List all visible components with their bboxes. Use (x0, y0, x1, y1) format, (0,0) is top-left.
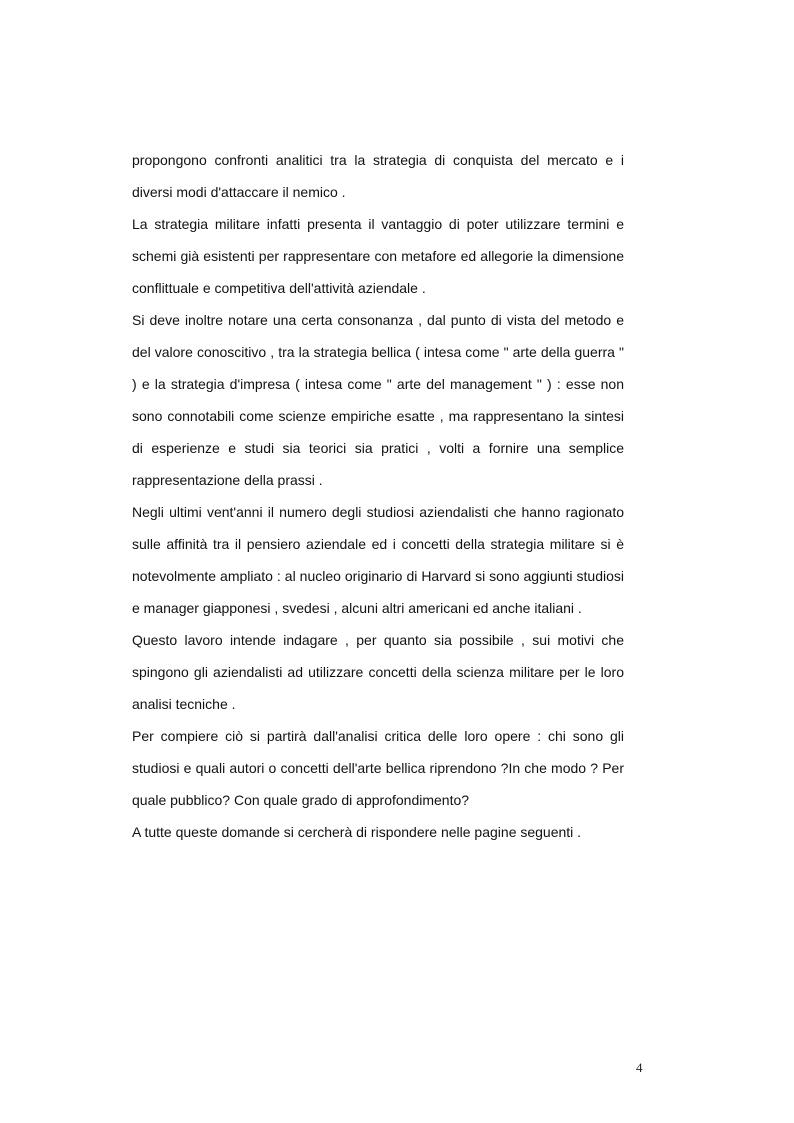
paragraph: La strategia militare infatti presenta il vantaggio di poter utilizzare termini e schemi già esistenti per rappresentare con metafore ed allegorie la dimensione conflittuale e competitiva dell'attività aziendale . (132, 216, 624, 296)
paragraph: Questo lavoro intende indagare , per quanto sia possibile , sui motivi che spingono gli aziendalisti ad utilizzare concetti della scienza militare per le loro analisi tecniche . (132, 632, 624, 712)
paragraph: Per compiere ciò si partirà dall'analisi critica delle loro opere : chi sono gli studiosi e quali autori o concetti dell'arte bellica riprendono ?In che modo ? Per quale pubblico? Con quale grado di approfondimento? (132, 728, 624, 808)
body-text (132, 144, 624, 848)
paragraph: Negli ultimi vent'anni il numero degli studiosi aziendalisti che hanno ragionato sulle affinità tra il pensiero aziendale ed i concetti della strategia militare si è notevolmente ampliato : al nucleo originario di Harvard si sono aggiunti studiosi e manager giapponesi , svedesi , alcuni altri americani ed anche italiani . (132, 504, 624, 616)
paragraph: Si deve inoltre notare una certa consonanza , dal punto di vista del metodo e del valore conoscitivo , tra la strategia bellica ( intesa come " arte della guerra " ) e la strategia d'impresa ( intesa come " arte del management " ) : esse non sono connotabili come scienze empiriche esatte , ma rappresentano la sintesi di esperienze e studi sia teorici sia pratici , volti a fornire una semplice rappresentazione della prassi . (132, 312, 624, 488)
page-number: 4 (636, 1060, 643, 1075)
paragraph: propongono confronti analitici tra la strategia di conquista del mercato e i diversi modi d'attaccare il nemico . (132, 152, 624, 200)
paragraph: A tutte queste domande si cercherà di rispondere nelle pagine seguenti . (132, 824, 582, 840)
